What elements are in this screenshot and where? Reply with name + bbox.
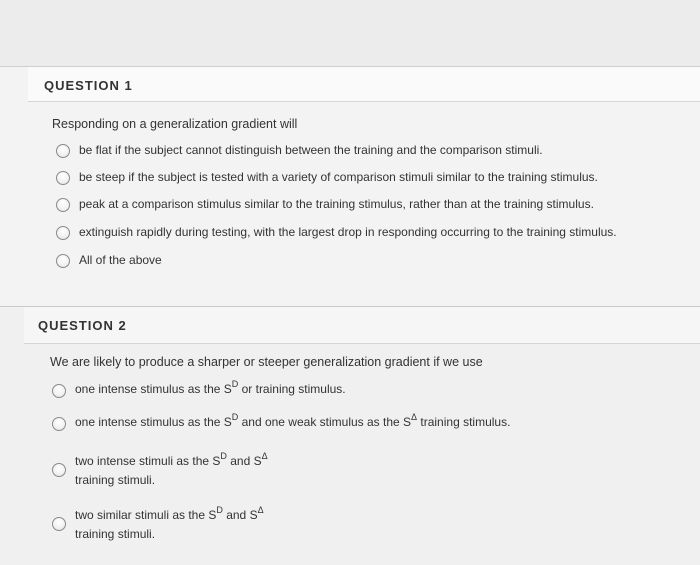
radio-button[interactable] [52, 417, 66, 431]
option-label: one intense stimulus as the $S^D$ and one weak stimulus as the $S^\Delta$ training stimulus. [75, 412, 511, 429]
radio-button[interactable] [56, 171, 70, 185]
question-1 [0, 66, 700, 306]
question-2-prompt: We are likely to produce a sharper or steeper generalization gradient if we use [50, 355, 483, 369]
question-1-option-c[interactable] [56, 197, 594, 213]
option-label: two intense stimuli as the $S^D$ and $S^\Delta$ training stimuli. [75, 451, 268, 487]
page-top-background [0, 0, 700, 66]
radio-button[interactable] [52, 384, 66, 398]
option-label: be flat if the subject cannot distinguish between the training and the comparison stimuli. [79, 143, 543, 157]
question-1-option-b[interactable] [56, 170, 598, 186]
radio-button[interactable] [52, 517, 66, 531]
radio-button[interactable] [56, 226, 70, 240]
question-2-option-d[interactable] [52, 507, 264, 544]
question-2-option-b[interactable] [52, 412, 511, 431]
question-1-prompt: Responding on a generalization gradient will [52, 117, 298, 131]
question-2-option-a[interactable] [52, 379, 346, 398]
radio-button[interactable] [56, 198, 70, 212]
question-1-title: QUESTION 1 [44, 78, 133, 93]
option-label: two similar stimuli as the $S^D$ and $S^\Delta$ training stimuli. [75, 505, 264, 541]
option-label: one intense stimulus as the $S^D$ or training stimulus. [75, 379, 346, 396]
question-1-option-a[interactable] [56, 143, 543, 159]
option-label: All of the above [79, 253, 162, 267]
option-label: be steep if the subject is tested with a variety of comparison stimuli similar to the training stimulus. [79, 170, 598, 184]
radio-button[interactable] [56, 144, 70, 158]
question-2-title: QUESTION 2 [38, 318, 127, 333]
question-1-option-d[interactable] [56, 225, 617, 241]
radio-button[interactable] [56, 254, 70, 268]
question-2-option-c[interactable] [52, 453, 268, 490]
question-1-option-e[interactable] [56, 253, 162, 269]
question-2 [0, 306, 700, 565]
option-label: extinguish rapidly during testing, with the largest drop in responding occurring to the training stimulus. [79, 225, 617, 239]
radio-button[interactable] [52, 463, 66, 477]
option-label: peak at a comparison stimulus similar to the training stimulus, rather than at the training stimulus. [79, 197, 594, 211]
